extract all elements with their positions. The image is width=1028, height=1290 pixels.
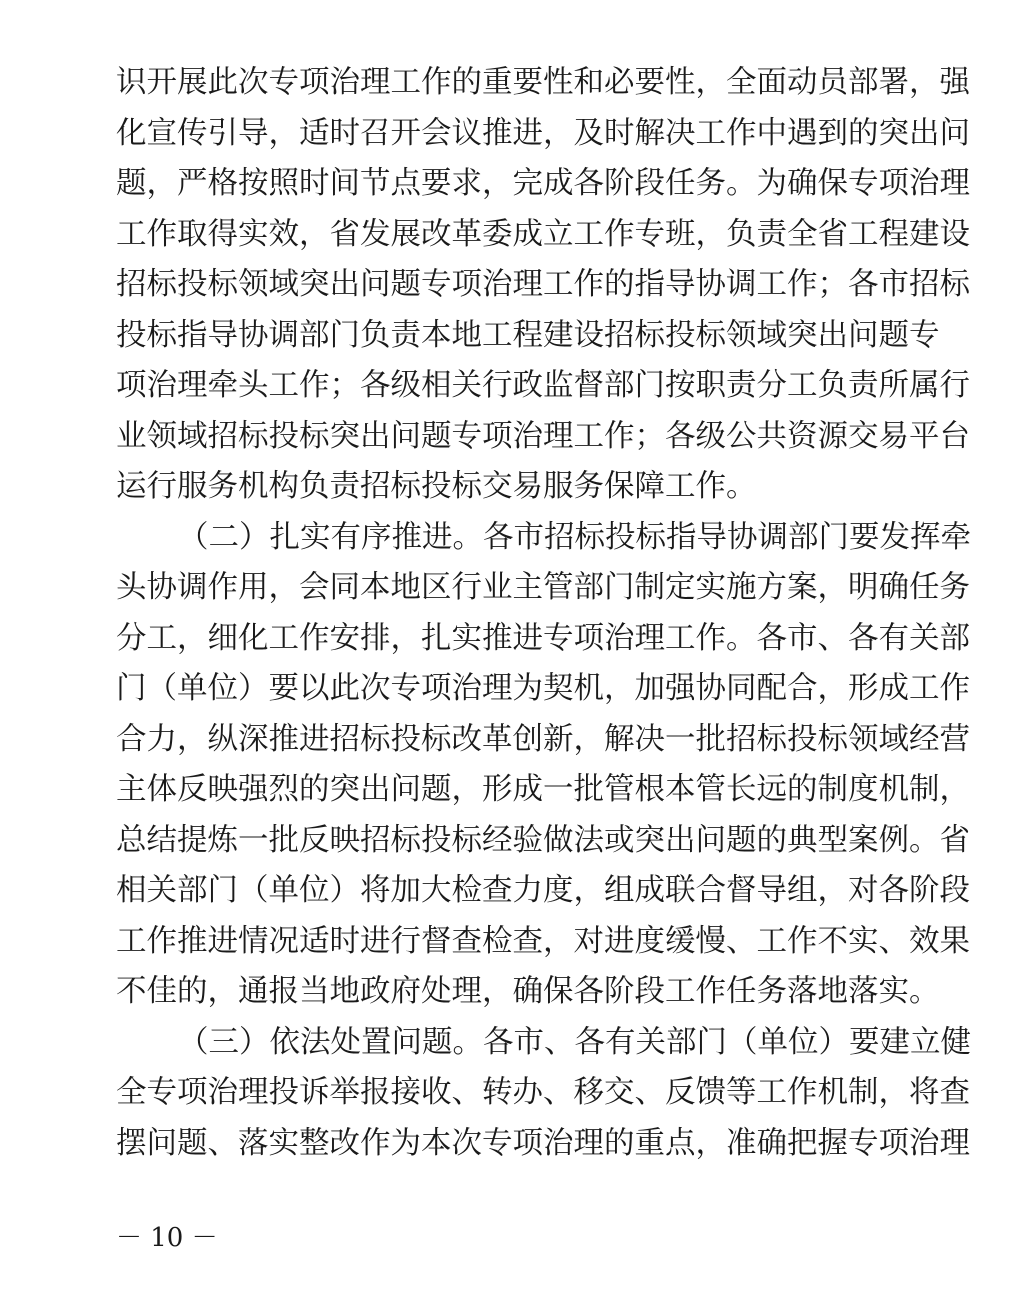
- text-line: 项治理牵头工作；各级相关行政监督部门按职责分工负责所属行: [116, 368, 970, 403]
- text-line: 不佳的，通报当地政府处理，确保各阶段工作任务落地落实。: [116, 974, 940, 1009]
- text-line: 化宣传引导，适时召开会议推进，及时解决工作中遇到的突出问: [116, 115, 970, 151]
- text-line: 分工，细化工作安排，扎实推进专项治理工作。各市、各有关部: [116, 620, 970, 656]
- page-number: － 10 －: [116, 1223, 218, 1253]
- text-line: 工作推进情况适时进行督查检查，对进度缓慢、工作不实、效果: [116, 923, 970, 959]
- text-line: 招标投标领域突出问题专项治理工作的指导协调工作；各市招标: [116, 267, 970, 302]
- text-line: 合力，纵深推进招标投标改革创新，解决一批招标投标领域经营: [116, 721, 970, 757]
- section-heading-line: （三）依法处置问题。各市、各有关部门（单位）要建立健: [178, 1024, 971, 1060]
- section-heading-line: （二）扎实有序推进。各市招标投标指导协调部门要发挥牵: [178, 519, 971, 555]
- text-line: 头协调作用，会同本地区行业主管部门制定实施方案，明确任务: [116, 570, 970, 605]
- text-line: 工作取得实效，省发展改革委成立工作专班，负责全省工程建设: [116, 216, 970, 252]
- body-text: [116, 58, 971, 1169]
- text-line: 摆问题、落实整改作为本次专项治理的重点，准确把握专项治理: [116, 1125, 970, 1161]
- text-line: 题，严格按照时间节点要求，完成各阶段任务。为确保专项治理: [116, 166, 970, 201]
- text-line: 主体反映强烈的突出问题，形成一批管根本管长远的制度机制，: [116, 772, 970, 807]
- text-line: 投标指导协调部门负责本地工程建设招标投标领域突出问题专: [116, 317, 940, 353]
- text-line: 门（单位）要以此次专项治理为契机，加强协同配合，形成工作: [116, 671, 970, 706]
- text-line: 业领域招标投标突出问题专项治理工作；各级公共资源交易平台: [116, 418, 970, 454]
- text-line: 识开展此次专项治理工作的重要性和必要性，全面动员部署，强: [116, 65, 970, 100]
- text-line: 总结提炼一批反映招标投标经验做法或突出问题的典型案例。省: [116, 822, 970, 858]
- text-line: 相关部门（单位）将加大检查力度，组成联合督导组，对各阶段: [116, 873, 970, 908]
- text-line: 全专项治理投诉举报接收、转办、移交、反馈等工作机制，将查: [116, 1075, 970, 1110]
- text-line: 运行服务机构负责招标投标交易服务保障工作。: [116, 469, 757, 504]
